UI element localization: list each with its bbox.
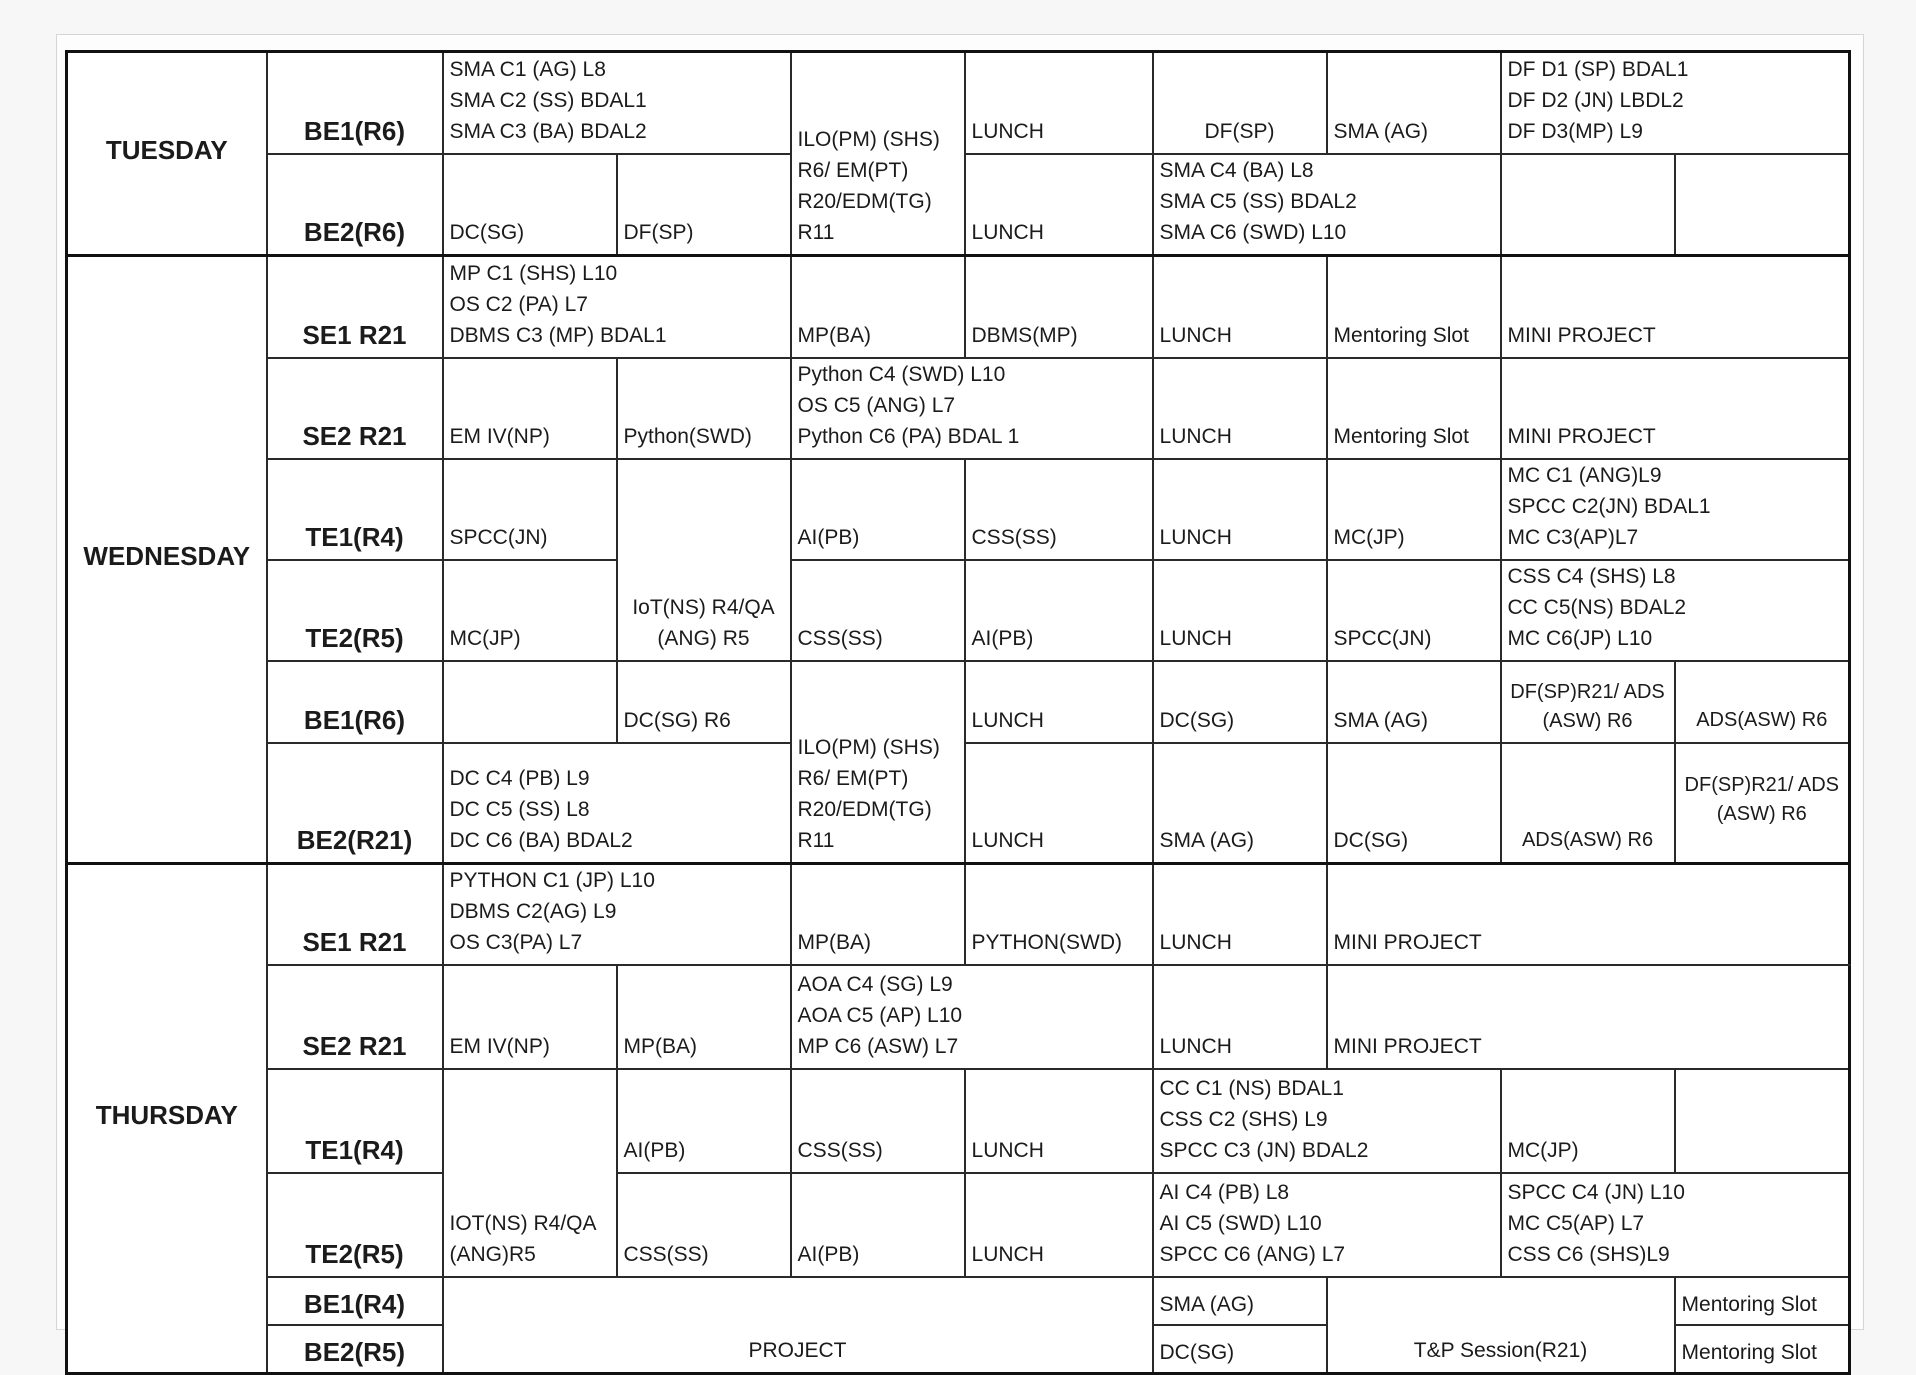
- batch-label: SE1 R21: [267, 256, 443, 358]
- lunch-cell: LUNCH: [1153, 965, 1327, 1069]
- day-thursday: THURSDAY: [67, 863, 267, 1373]
- timetable-cell: [1501, 661, 1675, 743]
- timetable-cell: [443, 863, 791, 965]
- cell-line: DBMS C2(AG) L9: [449, 900, 617, 923]
- batch-label: BE2(R5): [267, 1325, 443, 1373]
- timetable-cell: [1501, 154, 1675, 256]
- timetable-cell: [1153, 1173, 1501, 1277]
- timetable-cell: [1675, 743, 1850, 863]
- timetable-cell: [1501, 560, 1850, 661]
- timetable-cell: DC(SG): [1153, 1325, 1327, 1373]
- timetable-cell: Mentoring Slot: [1675, 1277, 1850, 1325]
- timetable-cell: ADS(ASW) R6: [1675, 661, 1850, 743]
- timetable-cell: PYTHON(SWD): [965, 863, 1153, 965]
- timetable-cell: SMA (AG): [1153, 1277, 1327, 1325]
- cell-line: R11: [797, 828, 835, 852]
- timetable-cell: [1501, 52, 1850, 154]
- timetable-cell: MP(BA): [617, 965, 791, 1069]
- timetable-cell: SPCC(JN): [1327, 560, 1501, 661]
- cell-line: OS C5 (ANG) L7: [797, 393, 956, 417]
- cell-line: (ASW) R6: [1716, 802, 1807, 825]
- lunch-cell: LUNCH: [965, 1173, 1153, 1277]
- cell-line: SMA C4 (BA) L8: [1159, 159, 1314, 182]
- timetable-cell: AI(PB): [617, 1069, 791, 1173]
- batch-label: SE2 R21: [267, 965, 443, 1069]
- timetable-cell: ADS(ASW) R6: [1501, 743, 1675, 863]
- cell-line: DF(SP)R21/ ADS: [1510, 680, 1665, 703]
- timetable-cell: CSS(SS): [791, 1069, 965, 1173]
- batch-label: BE2(R6): [267, 154, 443, 256]
- lunch-cell: LUNCH: [1153, 459, 1327, 560]
- cell-line: DF(SP)R21/ ADS: [1684, 773, 1840, 796]
- cell-line: SPCC C6 (ANG) L7: [1159, 1243, 1346, 1266]
- cell-line: DC C5 (SS) L8: [449, 797, 590, 821]
- cell-line: SMA C1 (AG) L8: [449, 57, 606, 81]
- timetable-cell: MINI PROJECT: [1327, 863, 1850, 965]
- cell-line: (ANG) R5: [657, 626, 750, 650]
- timetable-cell: DC(SG): [443, 154, 617, 256]
- lunch-cell: LUNCH: [965, 52, 1153, 154]
- timetable-cell: CSS(SS): [965, 459, 1153, 560]
- cell-line: ILO(PM) (SHS): [797, 735, 940, 759]
- cell-line: Python C4 (SWD) L10: [797, 362, 1006, 386]
- timetable-cell: EM IV(NP): [443, 965, 617, 1069]
- timetable-cell: [791, 52, 965, 256]
- batch-label: BE2(R21): [267, 743, 443, 863]
- cell-line: OS C2 (PA) L7: [449, 292, 588, 316]
- cell-line: IoT(NS) R4/QA: [632, 595, 775, 619]
- batch-label: TE2(R5): [267, 1173, 443, 1277]
- cell-line: CC C1 (NS) BDAL1: [1159, 1077, 1344, 1100]
- timetable-cell: MINI PROJECT: [1327, 965, 1850, 1069]
- cell-line: SPCC C4 (JN) L10: [1507, 1181, 1685, 1204]
- batch-label: TE1(R4): [267, 1069, 443, 1173]
- cell-line: MP C1 (SHS) L10: [449, 261, 618, 285]
- cell-line: DC C6 (BA) BDAL2: [449, 828, 633, 852]
- cell-line: (ANG)R5: [449, 1243, 536, 1266]
- cell-line: CC C5(NS) BDAL2: [1507, 595, 1687, 619]
- cell-line: SMA C5 (SS) BDAL2: [1159, 190, 1357, 213]
- cell-line: R6/ EM(PT): [797, 766, 909, 790]
- cell-line: ILO(PM) (SHS): [797, 127, 940, 151]
- timetable-cell: [791, 358, 1153, 459]
- timetable-cell: EM IV(NP): [443, 358, 617, 459]
- timetable-cell: DBMS(MP): [965, 256, 1153, 358]
- timetable-cell: AI(PB): [791, 1173, 965, 1277]
- timetable-cell: [791, 661, 965, 864]
- batch-label: TE1(R4): [267, 459, 443, 560]
- cell-line: CSS C4 (SHS) L8: [1507, 564, 1676, 588]
- timetable-cell: [1675, 154, 1850, 256]
- timetable-cell: [1501, 459, 1850, 560]
- day-tuesday: TUESDAY: [67, 52, 267, 256]
- timetable-cell: MINI PROJECT: [1501, 256, 1850, 358]
- timetable-grid: [65, 50, 1851, 1375]
- tp-session-cell: T&P Session(R21): [1327, 1277, 1675, 1373]
- timetable-cell: SMA (AG): [1153, 743, 1327, 863]
- cell-line: SMA C6 (SWD) L10: [1159, 221, 1347, 244]
- timetable-cell: DC(SG) R6: [617, 661, 791, 743]
- cell-line: AOA C4 (SG) L9: [797, 973, 953, 996]
- timetable-cell: [1675, 1069, 1850, 1173]
- timetable-cell: [443, 52, 791, 154]
- cell-line: CSS C2 (SHS) L9: [1159, 1108, 1328, 1131]
- batch-label: BE1(R6): [267, 661, 443, 743]
- timetable-cell: MINI PROJECT: [1501, 358, 1850, 459]
- lunch-cell: LUNCH: [1153, 256, 1327, 358]
- cell-line: DF D1 (SP) BDAL1: [1507, 57, 1689, 81]
- timetable-cell: AI(PB): [965, 560, 1153, 661]
- lunch-cell: LUNCH: [1153, 560, 1327, 661]
- cell-line: AOA C5 (AP) L10: [797, 1004, 963, 1027]
- cell-line: IOT(NS) R4/QA: [449, 1212, 597, 1235]
- timetable-cell: SPCC(JN): [443, 459, 617, 560]
- cell-line: DBMS C3 (MP) BDAL1: [449, 323, 667, 347]
- timetable-cell: MC(JP): [1327, 459, 1501, 560]
- cell-line: PYTHON C1 (JP) L10: [449, 869, 655, 892]
- batch-label: SE2 R21: [267, 358, 443, 459]
- cell-line: R11: [797, 220, 835, 244]
- timetable-cell: Python(SWD): [617, 358, 791, 459]
- timetable-cell: MC(JP): [1501, 1069, 1675, 1173]
- cell-line: SPCC C2(JN) BDAL1: [1507, 494, 1711, 518]
- cell-line: SPCC C3 (JN) BDAL2: [1159, 1139, 1369, 1162]
- batch-label: TE2(R5): [267, 560, 443, 661]
- lunch-cell: LUNCH: [1153, 863, 1327, 965]
- lunch-cell: LUNCH: [1153, 358, 1327, 459]
- cell-line: SMA C2 (SS) BDAL1: [449, 88, 647, 112]
- timetable-cell: DF(SP): [617, 154, 791, 256]
- cell-line: AI C4 (PB) L8: [1159, 1181, 1290, 1204]
- timetable-cell: DC(SG): [1153, 661, 1327, 743]
- cell-line: MC C6(JP) L10: [1507, 626, 1653, 650]
- timetable-cell: Mentoring Slot: [1675, 1325, 1850, 1373]
- lunch-cell: LUNCH: [965, 154, 1153, 256]
- timetable-cell: [617, 459, 791, 661]
- lunch-cell: LUNCH: [965, 743, 1153, 863]
- lunch-cell: LUNCH: [965, 661, 1153, 743]
- timetable-cell: CSS(SS): [617, 1173, 791, 1277]
- cell-line: DF D2 (JN) LBDL2: [1507, 88, 1684, 112]
- timetable-cell: AI(PB): [791, 459, 965, 560]
- timetable-cell: MC(JP): [443, 560, 617, 661]
- day-wednesday: WEDNESDAY: [67, 256, 267, 864]
- timetable-cell: MP(BA): [791, 256, 965, 358]
- cell-line: R6/ EM(PT): [797, 158, 909, 182]
- cell-line: MC C5(AP) L7: [1507, 1212, 1645, 1235]
- timetable-cell: [443, 1069, 617, 1277]
- project-cell: PROJECT: [443, 1277, 1153, 1373]
- cell-line: (ASW) R6: [1542, 709, 1633, 732]
- timetable-cell: DC(SG): [1327, 743, 1501, 863]
- timetable-cell: [791, 965, 1153, 1069]
- cell-line: MC C1 (ANG)L9: [1507, 463, 1662, 487]
- batch-label: BE1(R4): [267, 1277, 443, 1325]
- cell-line: DF D3(MP) L9: [1507, 119, 1643, 143]
- timetable-cell: SMA (AG): [1327, 661, 1501, 743]
- timetable-cell: CSS(SS): [791, 560, 965, 661]
- cell-line: Python C6 (PA) BDAL 1: [797, 424, 1020, 448]
- cell-line: R20/EDM(TG): [797, 797, 932, 821]
- cell-line: MC C3(AP)L7: [1507, 525, 1639, 549]
- timetable-cell: [443, 661, 617, 743]
- timetable-cell: [1153, 1069, 1501, 1173]
- timetable-cell: DF(SP): [1153, 52, 1327, 154]
- timetable-cell: SMA (AG): [1327, 52, 1501, 154]
- batch-label: SE1 R21: [267, 863, 443, 965]
- batch-label: BE1(R6): [267, 52, 443, 154]
- timetable-cell: [443, 256, 791, 358]
- timetable-cell: [443, 743, 791, 863]
- timetable-cell: [1501, 1173, 1850, 1277]
- timetable-cell: Mentoring Slot: [1327, 358, 1501, 459]
- timetable-cell: [1153, 154, 1501, 256]
- cell-line: MP C6 (ASW) L7: [797, 1035, 959, 1058]
- cell-line: R20/EDM(TG): [797, 189, 932, 213]
- lunch-cell: LUNCH: [965, 1069, 1153, 1173]
- cell-line: OS C3(PA) L7: [449, 931, 583, 954]
- timetable-cell: MP(BA): [791, 863, 965, 965]
- cell-line: AI C5 (SWD) L10: [1159, 1212, 1322, 1235]
- cell-line: SMA C3 (BA) BDAL2: [449, 119, 647, 143]
- cell-line: CSS C6 (SHS)L9: [1507, 1243, 1670, 1266]
- timetable-cell: Mentoring Slot: [1327, 256, 1501, 358]
- cell-line: DC C4 (PB) L9: [449, 766, 590, 790]
